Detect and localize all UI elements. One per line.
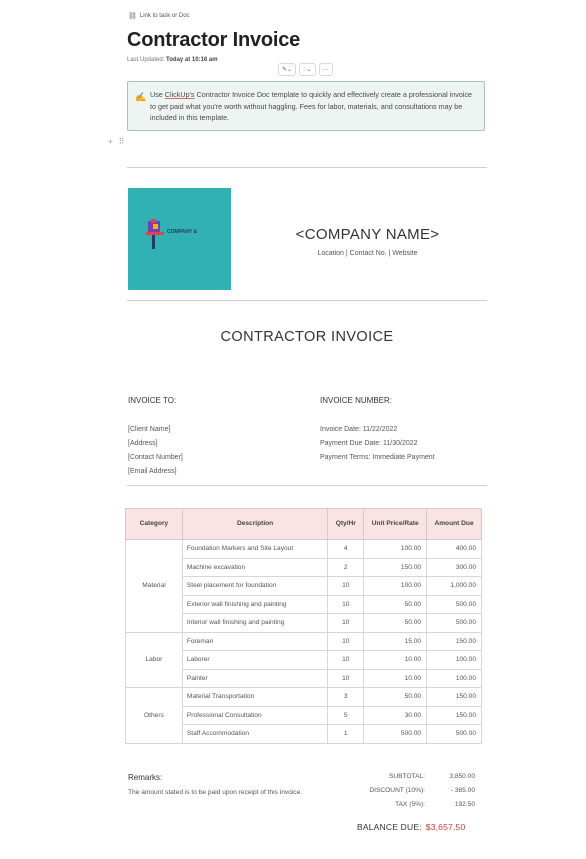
client-contact: [Contact Number]: [128, 454, 183, 461]
amount-cell[interactable]: 150.00: [427, 632, 482, 651]
block-gutter: [108, 137, 125, 146]
invoice-to-details: [128, 423, 183, 479]
payment-due-date: Payment Due Date: 11/30/2022: [320, 440, 418, 447]
writing-hand-icon: ✍: [135, 92, 147, 102]
qty-cell[interactable]: 10: [328, 669, 364, 688]
subtotal-row: [340, 773, 475, 787]
unit-price-cell[interactable]: 150.00: [364, 558, 427, 577]
remarks-text: The amount stated is to be paid upon receipt of this invoice.: [128, 789, 303, 796]
amount-cell[interactable]: 1,000.00: [427, 577, 482, 596]
col-header-qty[interactable]: Qty/Hr: [328, 509, 364, 540]
amount-cell[interactable]: 100.00: [427, 669, 482, 688]
invoice-to-label: INVOICE TO:: [128, 396, 177, 405]
link-to-task-button[interactable]: [128, 12, 190, 20]
description-cell[interactable]: Painter: [182, 669, 327, 688]
tax-value: 192.50: [454, 801, 475, 808]
divider: [127, 167, 487, 168]
description-cell[interactable]: Laborer: [182, 651, 327, 670]
amount-cell[interactable]: 150.00: [427, 706, 482, 725]
amount-cell[interactable]: 300.00: [427, 558, 482, 577]
unit-price-cell[interactable]: 100.00: [364, 540, 427, 559]
remarks-title: Remarks:: [128, 773, 163, 782]
amount-cell[interactable]: 100.00: [427, 651, 482, 670]
block-toolbar: [278, 63, 333, 76]
color-icon: ◌⌄: [303, 67, 312, 73]
unit-price-cell[interactable]: 10.00: [364, 669, 427, 688]
updated-label: Last Updated:: [127, 57, 165, 63]
description-cell[interactable]: Steel placement for foundation: [182, 577, 327, 596]
ellipsis-icon: ···: [322, 66, 329, 73]
amount-cell[interactable]: 400.00: [427, 540, 482, 559]
client-address: [Address]: [128, 440, 158, 447]
qty-cell[interactable]: 10: [328, 614, 364, 633]
discount-label: DISCOUNT (10%):: [369, 787, 425, 794]
page-title[interactable]: Contractor Invoice: [127, 29, 301, 51]
invoice-number-details: [320, 423, 435, 465]
callout-text-post: Contractor Invoice Doc template to quickly and effectively create a professional invoice to get paid what you're worth without haggling. Fees for labor, materials, and consultations may be included in this template.: [150, 90, 473, 123]
unit-price-cell[interactable]: 50.00: [364, 614, 427, 633]
discount-row: [340, 787, 475, 801]
subtotal-value: 3,850.00: [449, 773, 475, 780]
brush-logo-icon: [146, 218, 216, 258]
unit-price-cell[interactable]: 500.00: [364, 725, 427, 744]
description-cell[interactable]: Machine excavation: [182, 558, 327, 577]
qty-cell[interactable]: 2: [328, 558, 364, 577]
qty-cell[interactable]: 10: [328, 595, 364, 614]
description-cell[interactable]: Professional Consultation: [182, 706, 327, 725]
block-color-button[interactable]: [299, 63, 316, 76]
invoice-number-label: INVOICE NUMBER:: [320, 396, 393, 405]
balance-label: BALANCE DUE:: [357, 822, 422, 832]
unit-price-cell[interactable]: 100.00: [364, 577, 427, 596]
qty-cell[interactable]: 10: [328, 632, 364, 651]
balance-due: [357, 822, 465, 832]
divider: [127, 300, 487, 301]
table-row: [126, 688, 482, 707]
unit-price-cell[interactable]: 10.00: [364, 651, 427, 670]
link-icon: ⛓: [128, 13, 137, 20]
unit-price-cell[interactable]: 50.00: [364, 595, 427, 614]
subtotal-label: SUBTOTAL:: [388, 773, 425, 780]
category-cell[interactable]: Others: [126, 688, 183, 744]
description-cell[interactable]: Staff Accommodation: [182, 725, 327, 744]
amount-cell[interactable]: 500.00: [427, 725, 482, 744]
balance-amount: $3,657.50: [425, 822, 466, 832]
col-header-unit-price[interactable]: Unit Price/Rate: [364, 509, 427, 540]
totals-block: [340, 773, 475, 815]
qty-cell[interactable]: 10: [328, 651, 364, 670]
unit-price-cell[interactable]: 15.00: [364, 632, 427, 651]
company-contact: Location | Contact No. | Website: [317, 250, 418, 257]
table-body: [126, 540, 482, 744]
tax-row: [340, 801, 475, 815]
drag-handle-icon[interactable]: ⠿: [118, 137, 125, 146]
col-header-category[interactable]: Category: [126, 509, 183, 540]
table-row: [126, 632, 482, 651]
invoice-date: Invoice Date: 11/22/2022: [320, 426, 398, 433]
style-icon: ✎⌄: [282, 67, 293, 73]
col-header-description[interactable]: Description: [182, 509, 327, 540]
qty-cell[interactable]: 3: [328, 688, 364, 707]
link-task-label: Link to task or Doc: [139, 13, 190, 19]
description-cell[interactable]: Foreman: [182, 632, 327, 651]
logo-text: COMPANY &: [167, 229, 198, 235]
unit-price-cell[interactable]: 50.00: [364, 688, 427, 707]
block-style-button[interactable]: [278, 63, 296, 76]
template-callout[interactable]: [127, 81, 485, 131]
company-name: <COMPANY NAME>: [295, 226, 440, 243]
col-header-amount[interactable]: Amount Due: [427, 509, 482, 540]
description-cell[interactable]: Interior wall finishing and painting: [182, 614, 327, 633]
description-cell[interactable]: Material Transportation: [182, 688, 327, 707]
clickup-link[interactable]: ClickUp's: [164, 90, 195, 99]
invoice-items-table: [125, 508, 482, 744]
add-block-icon[interactable]: +: [108, 137, 113, 146]
client-name: [Client Name]: [128, 426, 171, 433]
tax-label: TAX (5%):: [395, 801, 425, 808]
payment-terms: Payment Terms: Immediate Payment: [320, 454, 435, 461]
invoice-heading: CONTRACTOR INVOICE: [220, 329, 394, 345]
category-cell[interactable]: Labor: [126, 632, 183, 688]
amount-cell[interactable]: 500.00: [427, 595, 482, 614]
description-cell[interactable]: Exterior wall finishing and painting: [182, 595, 327, 614]
divider: [127, 485, 487, 486]
client-email: [Email Address]: [128, 468, 177, 475]
callout-text-pre: Use: [150, 90, 165, 99]
qty-cell[interactable]: 10: [328, 577, 364, 596]
last-updated: [127, 57, 218, 63]
table-row: [126, 540, 482, 559]
updated-value: Today at 10:16 am: [166, 57, 218, 63]
description-cell[interactable]: Foundation Markers and Site Layout: [182, 540, 327, 559]
category-cell[interactable]: Material: [126, 540, 183, 633]
qty-cell[interactable]: 4: [328, 540, 364, 559]
unit-price-cell[interactable]: 30.00: [364, 706, 427, 725]
amount-cell[interactable]: 500.00: [427, 614, 482, 633]
qty-cell[interactable]: 1: [328, 725, 364, 744]
discount-value: - 385.00: [450, 787, 475, 794]
company-logo: [128, 188, 231, 290]
table-header-row: [126, 509, 482, 540]
qty-cell[interactable]: 5: [328, 706, 364, 725]
more-options-button[interactable]: [319, 63, 333, 76]
amount-cell[interactable]: 150.00: [427, 688, 482, 707]
